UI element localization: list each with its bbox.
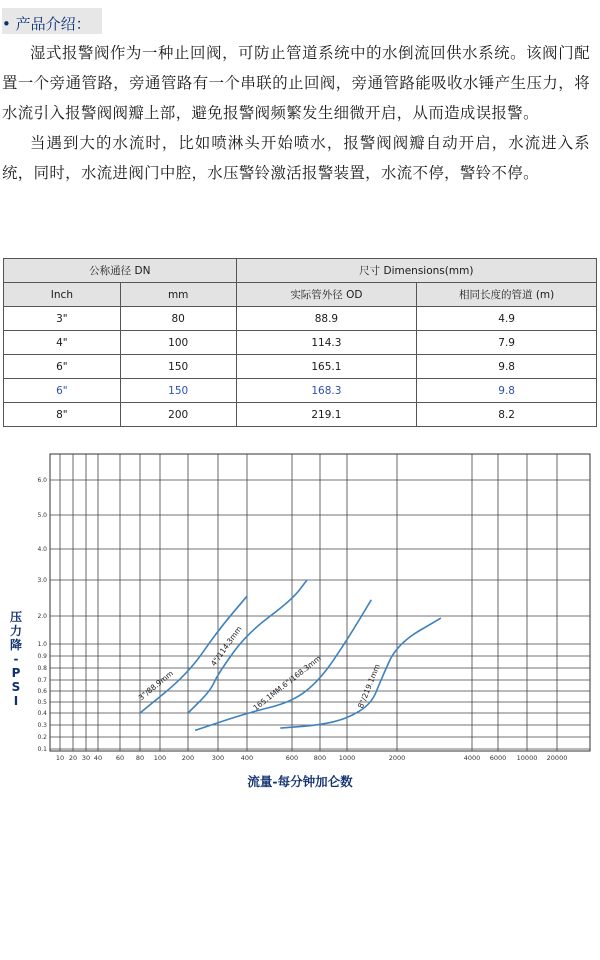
y-tick-label: 0.1	[37, 746, 47, 753]
cell-od: 219.1	[236, 403, 417, 427]
header-mm: mm	[120, 283, 236, 307]
cell-length: 9.8	[417, 355, 597, 379]
y-tick-label: 3.0	[37, 577, 47, 584]
cell-mm: 100	[120, 331, 236, 355]
cell-inch: 6"	[4, 379, 121, 403]
table-row	[4, 307, 597, 331]
dimensions-table	[3, 258, 597, 427]
x-axis-label: 流量-每分钟加仑数	[247, 774, 353, 789]
intro-paragraph-2: 当遇到大的水流时，比如喷淋头开始喷水，报警阀阀瓣自动开启，水流进入系统，同时，水流进阀门中腔，水压警铃激活报警装置，水流不停，警铃不停。	[2, 134, 590, 182]
cell-length: 7.9	[417, 331, 597, 355]
y-tick-label: 0.3	[37, 722, 47, 729]
y-axis-label-char: 降	[9, 638, 22, 652]
y-axis-label	[6, 610, 26, 708]
y-axis-label-char: P	[11, 666, 21, 680]
x-tick-label: 2000	[388, 754, 406, 762]
y-axis-label-char: I	[13, 694, 19, 708]
intro-text	[2, 38, 590, 188]
y-tick-label: 1.0	[37, 641, 47, 648]
header-outer-diameter: 实际管外径 OD	[236, 283, 417, 307]
series-label: 3"/88.9mm	[136, 668, 175, 703]
y-tick-label: 0.2	[37, 734, 47, 741]
cell-od: 165.1	[236, 355, 417, 379]
cell-length: 9.8	[417, 379, 597, 403]
series-label: 165.1MM.6"/168.3mm	[251, 653, 323, 713]
y-axis-label-char: -	[13, 652, 19, 666]
y-tick-label: 6.0	[37, 477, 47, 484]
x-tick-label: 10	[55, 754, 65, 762]
cell-od: 88.9	[236, 307, 417, 331]
series-label: 4"/114.3mm	[208, 624, 244, 668]
y-tick-label: 4.0	[37, 546, 47, 553]
x-tick-label: 300	[211, 754, 225, 762]
x-tick-label: 4000	[463, 754, 481, 762]
y-tick-label: 2.0	[37, 613, 47, 620]
cell-mm: 200	[120, 403, 236, 427]
x-tick-label: 600	[285, 754, 299, 762]
cell-length: 4.9	[417, 307, 597, 331]
pressure-drop-chart	[0, 440, 600, 770]
header-nominal-diameter: 公称通径 DN	[4, 259, 237, 283]
cell-inch: 8"	[4, 403, 121, 427]
x-tick-label: 200	[181, 754, 195, 762]
y-tick-label: 0.7	[37, 677, 47, 684]
y-tick-label: 0.4	[37, 710, 47, 717]
table-row	[4, 355, 597, 379]
cell-inch: 3"	[4, 307, 121, 331]
x-tick-label: 80	[135, 754, 145, 762]
cell-mm: 150	[120, 355, 236, 379]
y-axis-label-char: 力	[9, 624, 22, 638]
cell-od: 168.3	[236, 379, 417, 403]
table-row	[4, 403, 597, 427]
header-inch: Inch	[4, 283, 121, 307]
header-equivalent-length: 相同长度的管道 (m)	[417, 283, 597, 307]
x-tick-label: 800	[313, 754, 327, 762]
x-tick-label: 20000	[546, 754, 568, 762]
series-line	[195, 600, 371, 731]
header-dimensions: 尺寸 Dimensions(mm)	[236, 259, 596, 283]
y-tick-label: 0.9	[37, 653, 47, 660]
table-row-highlighted	[4, 379, 597, 403]
section-header	[2, 8, 102, 34]
y-axis-label-char: 压	[9, 610, 22, 624]
x-tick-label: 20	[68, 754, 78, 762]
section-title: • 产品介绍：	[2, 15, 91, 33]
x-tick-label: 60	[115, 754, 125, 762]
y-tick-label: 0.8	[37, 665, 47, 672]
x-tick-label: 30	[81, 754, 91, 762]
y-tick-label: 0.5	[37, 699, 47, 706]
x-tick-label: 1000	[338, 754, 356, 762]
intro-paragraph-1: 湿式报警阀作为一种止回阀，可防止管道系统中的水倒流回供水系统。该阀门配置一个旁通管路，旁通管路有一个串联的止回阀，旁通管路能吸收水锤产生压力，将水流引入报警阀阀瓣上部，避免报警阀频繁发生细微开启，从而造成误报警。	[2, 44, 590, 122]
cell-inch: 4"	[4, 331, 121, 355]
x-tick-label: 10000	[516, 754, 538, 762]
cell-mm: 150	[120, 379, 236, 403]
x-tick-label: 6000	[489, 754, 507, 762]
series-label: 8"/219.1mm	[356, 662, 382, 710]
cell-inch: 6"	[4, 355, 121, 379]
y-axis-label-char: S	[11, 680, 21, 694]
table-row	[4, 331, 597, 355]
x-tick-label: 400	[240, 754, 254, 762]
cell-od: 114.3	[236, 331, 417, 355]
y-tick-label: 0.6	[37, 688, 47, 695]
series-line	[188, 580, 307, 713]
x-tick-label: 100	[153, 754, 167, 762]
cell-mm: 80	[120, 307, 236, 331]
y-tick-label: 5.0	[37, 512, 47, 519]
x-tick-label: 40	[93, 754, 103, 762]
cell-length: 8.2	[417, 403, 597, 427]
